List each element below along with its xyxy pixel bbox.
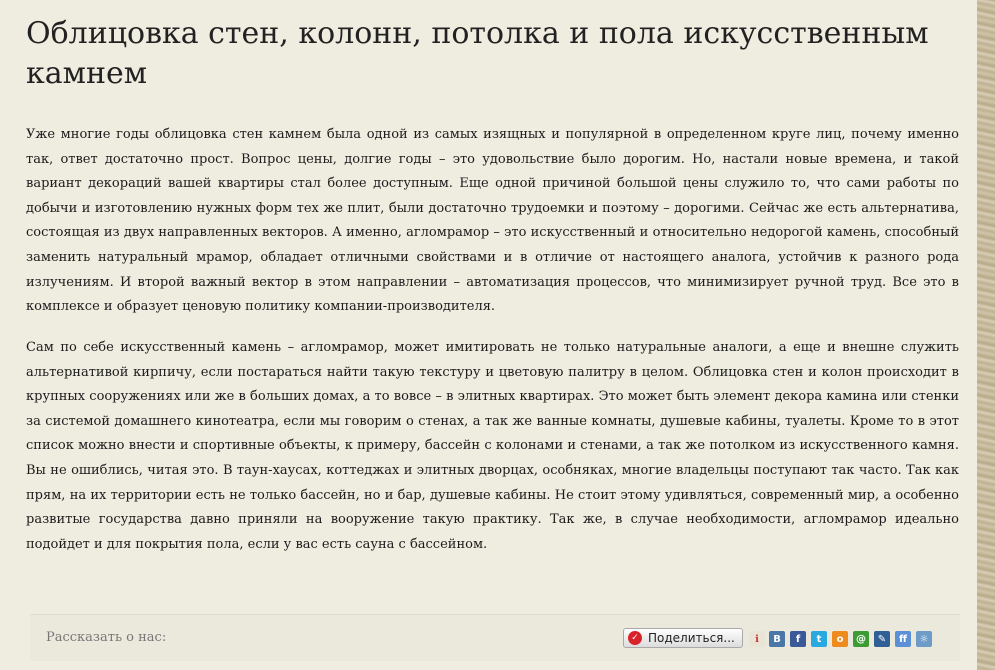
livejournal-icon[interactable]: ✎ xyxy=(874,631,890,647)
share-button[interactable] xyxy=(623,628,743,648)
info-icon[interactable]: ℹ xyxy=(749,631,765,647)
article-paragraph-2: Сам по себе искусственный камень – агломрамор, может имитировать не только натуральные аналоги, а еще и внешне служить альтернативой кирпичу, если постараться найти такую текстуру и цветовую палитру в целом. Облицовка стен и колон происходит в крупных сооружениях или же в больших домах, а то вовсе – в элитных квартирах. Это может быть элемент декора камина или стенки за системой домашнего кинотеатра, если мы говорим о стенах, а так же ванные комнаты, душевые кабины, туалеты. Кроме то в этот список можно внести и спортивные объекты, к примеру, бассейн с колонами и стенами, а так же потолком из искусственного камня. Вы не ошиблись, читая это. В таун-хаусах, коттеджах и элитных дворцах, особняках, многие владельцы поступают так часто. Так как прям, на их территории есть не только бассейн, но и бар, душевые кабины. Не стоит этому удивляться, современный мир, а особенно развитые государства давно приняли на вооружение такую практику. Так же, в случае необходимости, агломрамор идеально подойдет и для покрытия пола, если у вас есть сауна с бассейном. xyxy=(26,340,959,552)
stone-texture-border xyxy=(977,0,995,670)
mail-agent-icon[interactable]: @ xyxy=(853,631,869,647)
twitter-icon[interactable]: t xyxy=(811,631,827,647)
article-paragraph-1: Уже многие годы облицовка стен камнем была одной из самых изящных и популярной в определенном круге лиц, почему именно так, ответ достаточно прост. Вопрос цены, долгие годы – это удовольствие было дорогим. Но, настали новые времена, и такой вариант декораций вашей квартиры стал более доступным. Еще одной причиной большой цены служило то, что сами работы по добычи и изготовлению нужных форм тех же плит, были достаточно трудоемки и поэтому – дорогими. Сейчас же есть альтернатива, состоящая из двух направленных векторов. А именно, агломрамор – это искусственный и относительно недорогой камень, способный заменить натуральный мрамор, обладает отличными свойствами и в отличие от настоящего аналога, устойчив к разного рода излучениям. И второй важный вектор в этом направлении – автоматизация процессов, что минимизирует ручной труд. Все это в комплексе и образует ценовую политику компании-производителя. xyxy=(26,127,959,315)
vkontakte-icon[interactable]: В xyxy=(769,631,785,647)
moikrug-icon[interactable]: ☼ xyxy=(916,631,932,647)
page-title: Облицовка стен, колонн, потолка и пола искусственным камнем xyxy=(26,16,929,91)
yandex-share-icon: ✓ xyxy=(628,631,642,645)
odnoklassniki-icon[interactable]: о xyxy=(832,631,848,647)
friendfeed-icon[interactable]: ff xyxy=(895,631,911,647)
share-label: Рассказать о нас: xyxy=(46,630,167,645)
facebook-icon[interactable]: f xyxy=(790,631,806,647)
share-bar xyxy=(30,614,960,661)
share-button-label: Поделиться... xyxy=(648,631,735,645)
